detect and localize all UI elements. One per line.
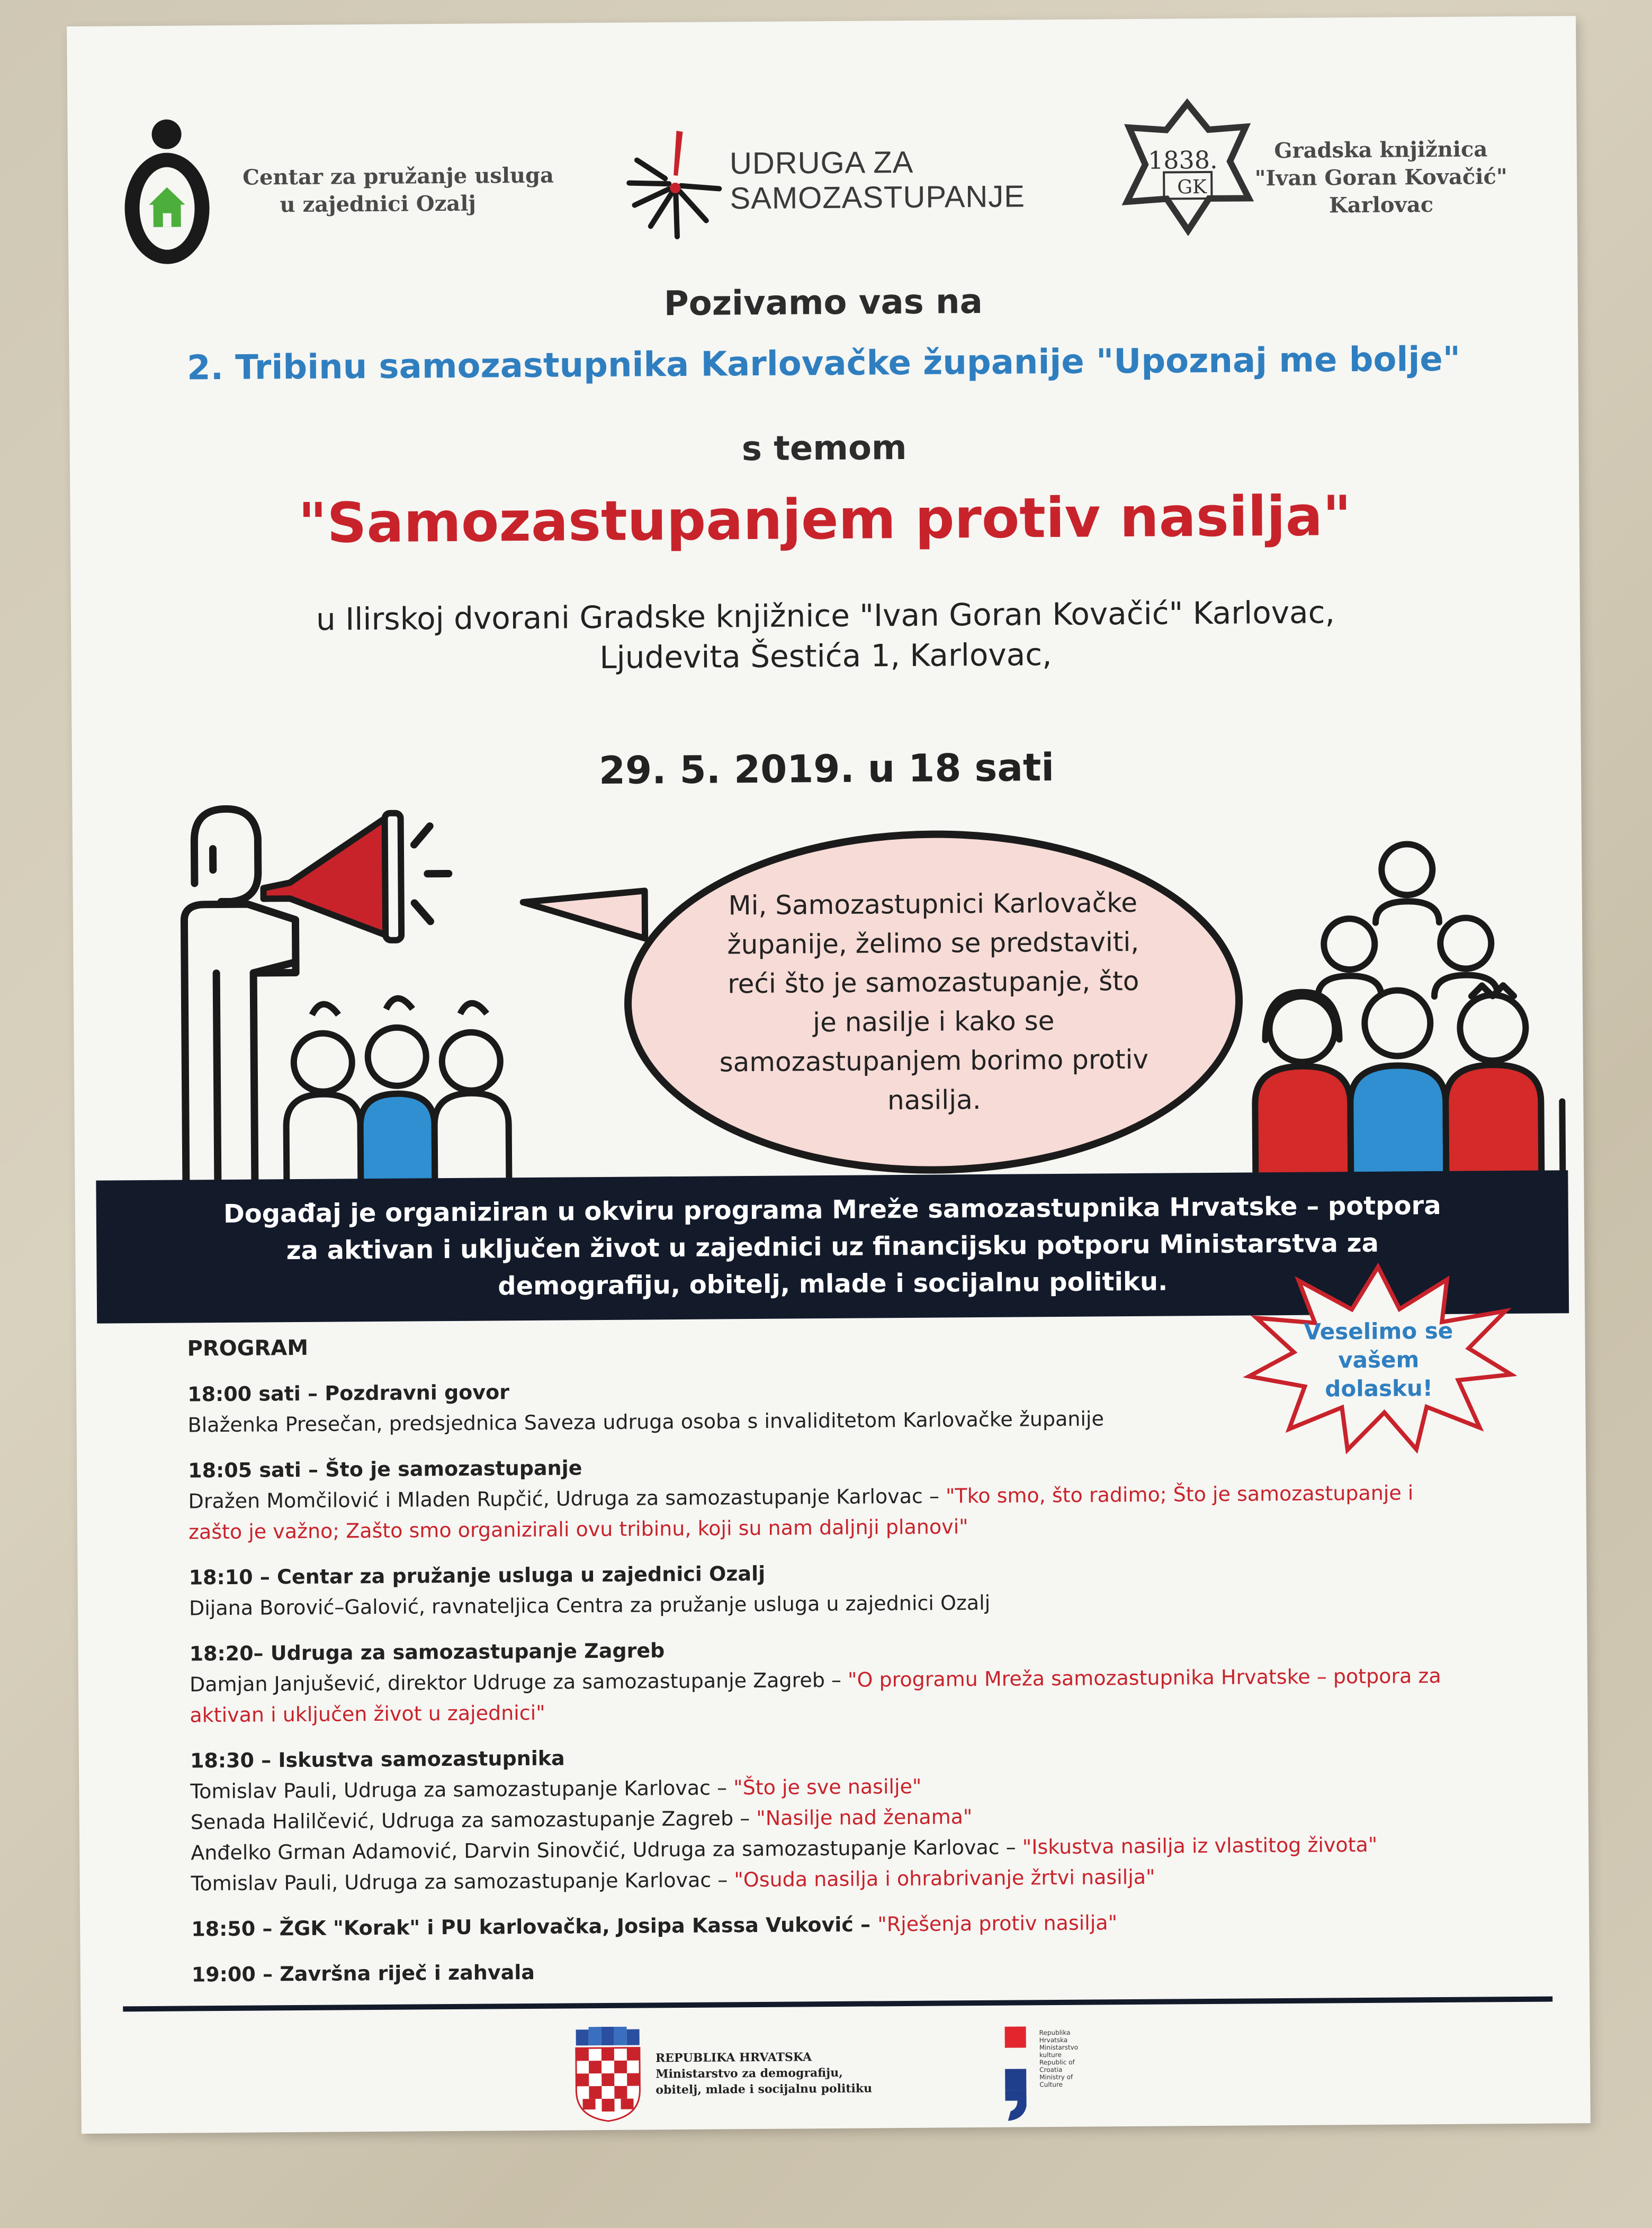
venue — [71, 590, 1581, 681]
rh-line1: REPUBLIKA HRVATSKA — [655, 2050, 812, 2065]
program-item-2-speakers: Dražen Momčilović i Mladen Rupčić, Udruga za samozastupanje Karlovac – — [188, 1484, 946, 1513]
poster — [67, 16, 1591, 2134]
gk-line1: Gradska knjižnica — [1274, 137, 1488, 164]
program-item-5-line-1: Tomislav Pauli, Udruga za samozastupanje Karlovac – "Što je sve nasilje" — [190, 1774, 922, 1803]
topic-intro: s temom — [741, 428, 907, 469]
program-item-4-title: 18:20– Udruga za samozastupanje Zagreb — [189, 1639, 665, 1666]
burst-line1: Veselimo se — [1304, 1317, 1453, 1345]
udruga-burst-icon — [618, 125, 725, 247]
program-item-3-line: Dijana Borović–Galović, ravnateljica Centra za pružanje usluga u zajednici Ozalj — [188, 1591, 991, 1620]
udruga-line2: SAMOZASTUPANJE — [730, 179, 1026, 216]
program-item-4-line — [190, 1660, 1471, 1731]
invite-heading: Pozivamo vas na — [663, 282, 983, 324]
croatian-coat-of-arms-icon — [573, 2027, 643, 2123]
program-item-4-speakers: Damjan Janjušević, direktor Udruge za samozastupanje Zagreb – — [189, 1668, 848, 1696]
program-heading: PROGRAM — [187, 1335, 309, 1361]
bubble-tail — [517, 880, 656, 950]
program-item-2-quote: "Tko smo, što radimo; Što je samozastupanje i zašto je važno; Zašto smo organizirali ovu tribinu, koji su nam daljnji planovi" — [188, 1481, 1414, 1544]
ministry-culture-logo-icon — [1002, 2026, 1035, 2122]
gk-year: 1838. — [1147, 145, 1218, 175]
centar-line1: Centar za pružanje usluga — [242, 163, 554, 190]
gk-line2: "Ivan Goran Kovačić" — [1254, 164, 1507, 191]
event-date: 29. 5. 2019. u 18 sati — [598, 745, 1055, 793]
gk-line3: Karlovac — [1328, 192, 1434, 218]
program-item-3-title: 18:10 – Centar za pružanje usluga u zajednici Ozalj — [188, 1561, 766, 1589]
ministry-demography-text — [656, 2049, 872, 2098]
rh-line2: Ministarstvo za demografiju, — [656, 2065, 843, 2081]
program-item-6: 18:50 – ŽGK "Korak" i PU karlovačka, Josipa Kassa Vuković – "Rješenja protiv nasilja" — [191, 1911, 1118, 1941]
program-section — [187, 1325, 1473, 1990]
topic-title: "Samozastupanjem protiv nasilja" — [298, 483, 1352, 555]
speech-bubble — [623, 829, 1244, 1176]
burst-line2: vašem dolasku! — [1325, 1346, 1433, 1402]
program-item-2-line — [188, 1477, 1470, 1548]
program-item-4-quote: "O programu Mreža samozastupnika Hrvatske – potpora za aktivan i uključen život u zajednici" — [190, 1664, 1441, 1727]
funding-text: Događaj je organiziran u okviru programa Mreže samozastupnika Hrvatske – potpora za aktivan i uključen život u zajednici uz financijsku potporu Ministarstva za demografiju, obitelj, mlade i socijalnu politiku. — [223, 1190, 1441, 1301]
venue-line1: u Ilirskoj dvorani Gradske knjižnice "Ivan Goran Kovačić" Karlovac, — [316, 594, 1335, 637]
program-item-1-title: 18:00 sati – Pozdravni govor — [187, 1380, 510, 1406]
program-item-5-line-4: Tomislav Pauli, Udruga za samozastupanje Karlovac – "Osuda nasilja i ohrabrivanje žrtvi nasilja" — [191, 1865, 1155, 1895]
ministry-culture-text: Republika Hrvatska Ministarstvo kulture Republic of Croatia Ministry of Culture — [1039, 2028, 1079, 2089]
program-item-5-title: 18:30 – Iskustva samozastupnika — [190, 1746, 565, 1773]
program-item-5-line-2: Senada Halilčević, Udruga za samozastupanje Zagreb – "Nasilje nad ženama" — [190, 1805, 973, 1834]
program-item-5-line-3: Anđelko Grman Adamović, Darvin Sinovčić, Udruga za samozastupanje Karlovac – "Iskustva nasilja iz vlastitog života" — [191, 1832, 1378, 1865]
rh-line3: obitelj, mlade i socijalnu politiku — [656, 2081, 873, 2097]
centar-logo-text — [243, 162, 554, 219]
gk-logo-text — [1249, 136, 1514, 220]
program-item-7-title: 19:00 – Završna riječ i zahvala — [191, 1960, 535, 1987]
bubble-text: Mi, Samozastupnici Karlovačke županije, želimo se predstaviti, reći što je samozastupanje, što je nasilje i kako se samozastupanjem borimo protiv nasilja. — [719, 887, 1149, 1116]
centar-line2: u zajednici Ozalj — [280, 191, 477, 218]
program-item-2-title: 18:05 sati – Što je samozastupanje — [188, 1456, 582, 1483]
gk-initials: GK — [1177, 176, 1207, 199]
speaker-megaphone-illustration — [162, 795, 673, 1201]
udruga-logo-text — [730, 144, 1025, 216]
event-title: 2. Tribinu samozastupnika Karlovačke županije "Upoznaj me bolje" — [186, 339, 1461, 388]
centar-logo-icon — [118, 115, 217, 269]
program-item-1-line: Blaženka Presečan, predsjednica Saveza udruga osoba s invaliditetom Karlovačke županije — [187, 1407, 1105, 1437]
footer-divider — [123, 1996, 1552, 2011]
udruga-line1: UDRUGA ZA — [729, 145, 914, 181]
venue-line2: Ljudevita Šestića 1, Karlovac, — [599, 636, 1052, 676]
group-people-illustration — [1243, 837, 1574, 1183]
